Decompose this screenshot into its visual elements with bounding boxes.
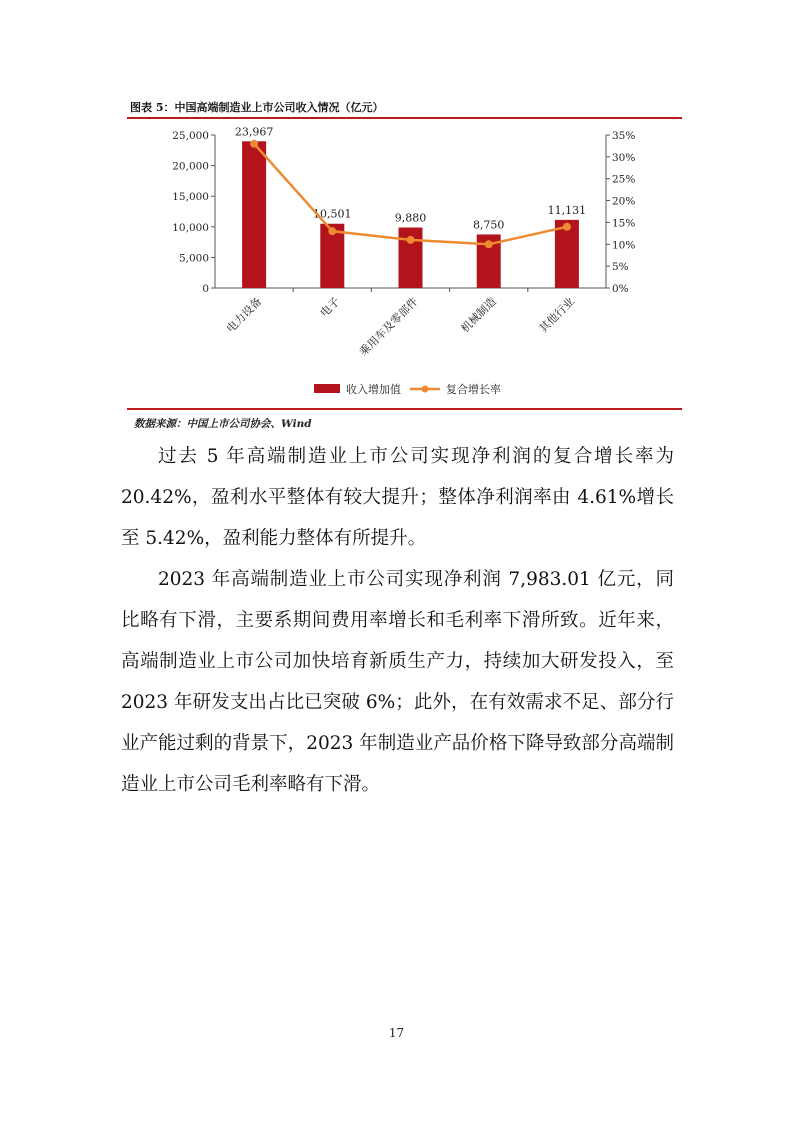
legend-line-label: 复合增长率 bbox=[446, 383, 501, 396]
right-axis-tick-label: 15% bbox=[612, 217, 636, 230]
figure-source: 数据来源：中国上市公司协会、Wind bbox=[134, 418, 312, 430]
left-axis-tick-label: 20,000 bbox=[172, 160, 209, 173]
body-paragraph-2: 2023 年高端制造业上市公司实现净利润 7,983.01 亿元，同比略有下滑，主要系期间费用率增长和毛利率下滑所致。近年来，高端制造业上市公司加快培育新质生产力，持续加大研发投入，至 2023 年研发支出占比已突破 6%；此外，在有效需求不足、部分行业产能过剩的背景下，2023 年制造业产品价格下降导致部分高端制造业上市公司毛利率略有下滑。 bbox=[121, 569, 674, 795]
right-axis-tick-label: 30% bbox=[612, 151, 636, 164]
growth-rate-point-4 bbox=[485, 240, 493, 248]
bar-value-label: 10,501 bbox=[313, 207, 352, 221]
bar-value-label: 9,880 bbox=[394, 211, 427, 225]
bar-value-label: 8,750 bbox=[472, 218, 505, 232]
legend-line-marker bbox=[422, 386, 429, 393]
right-axis-tick-label: 0% bbox=[612, 283, 629, 295]
x-axis-category-label: 电力设备 bbox=[223, 294, 265, 336]
x-axis-category-label: 机械制造 bbox=[458, 294, 499, 336]
legend-bar-label: 收入增加值 bbox=[346, 383, 401, 396]
x-axis-category-label: 其他行业 bbox=[536, 294, 578, 336]
figure-title: 图表 5：中国高端制造业上市公司收入情况（亿元） bbox=[130, 101, 384, 114]
growth-rate-point-3 bbox=[407, 236, 415, 244]
revenue-chart bbox=[0, 0, 793, 410]
left-axis-tick-label: 10,000 bbox=[172, 221, 209, 234]
bar-1 bbox=[242, 141, 266, 288]
x-axis-category-label: 乘用车及零部件 bbox=[356, 294, 421, 359]
growth-rate-point-1 bbox=[250, 140, 258, 148]
figure-bottom-rule bbox=[127, 408, 682, 410]
growth-rate-point-5 bbox=[563, 223, 571, 231]
right-axis-tick-label: 20% bbox=[612, 195, 636, 208]
bar-value-label: 11,131 bbox=[547, 203, 587, 217]
x-axis-category-label: 电子 bbox=[317, 294, 343, 320]
left-axis-tick-label: 25,000 bbox=[172, 130, 209, 142]
body-paragraph-1: 过去 5 年高端制造业上市公司实现净利润的复合增长率为 20.42%，盈利水平整体有较大提升；整体净利润率由 4.61%增长至 5.42%，盈利能力整体有所提升。 bbox=[121, 446, 674, 549]
legend-bar-swatch bbox=[314, 384, 340, 393]
left-axis-tick-label: 0 bbox=[202, 283, 209, 295]
right-axis-tick-label: 10% bbox=[612, 239, 636, 252]
page-number: 17 bbox=[388, 1026, 405, 1040]
bar-value-label: 23,967 bbox=[234, 125, 274, 139]
right-axis-tick-label: 25% bbox=[612, 173, 636, 186]
left-axis-tick-label: 15,000 bbox=[172, 191, 209, 204]
right-axis-tick-label: 35% bbox=[612, 130, 636, 142]
growth-rate-point-2 bbox=[328, 227, 336, 235]
left-axis-tick-label: 5,000 bbox=[178, 252, 209, 265]
right-axis-tick-label: 5% bbox=[612, 261, 629, 274]
